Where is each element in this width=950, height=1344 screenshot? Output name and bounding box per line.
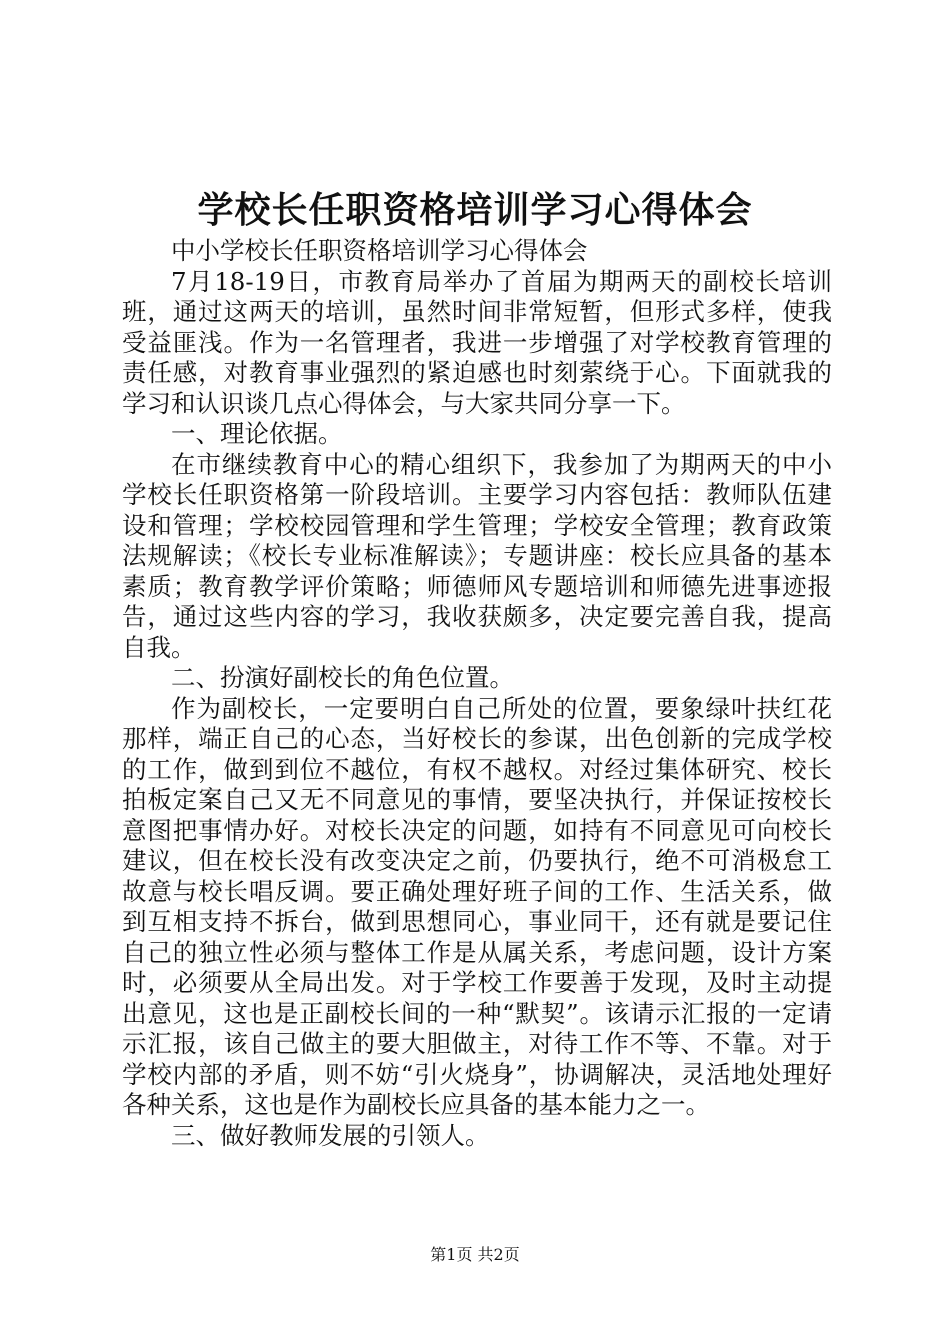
section-heading-3: 三、做好教师发展的引领人。 xyxy=(171,1120,490,1150)
document-title: 学校长任职资格培训学习心得体会 xyxy=(197,189,753,231)
page-number-footer: 第1页 共2页 xyxy=(430,1245,520,1264)
section-1-paragraph: 在市继续教育中心的精心组织下，我参加了为期两天的中小学校长任职资格第一阶段培训。主要学习内容包括：教师队伍建设和管理；学校校园管理和学生管理；学校安全管理；教育政策法规解读；《校长专业标准解读》；专题讲座：校长应具备的基本素质；教育教学评价策略；师德师风专题培训和师德先进事迹报告，通过这些内容的学习，我收获颇多，决定要完善自我，提高自我。 xyxy=(122,449,832,662)
subtitle-paragraph: 中小学校长任职资格培训学习心得体会 xyxy=(171,236,588,265)
intro-paragraph: 7月18-19日，市教育局举办了首届为期两天的副校长培训班，通过这两天的培训，虽然时间非常短暂，但形式多样，使我受益匪浅。作为一名管理者，我进一步增强了对学校教育管理的责任感，对教育事业强烈的紧迫感也时刻萦绕于心。下面就我的学习和认识谈几点心得体会，与大家共同分享一下。 xyxy=(122,266,832,418)
section-heading-1: 一、理论依据。 xyxy=(171,419,343,448)
document-body xyxy=(122,236,832,1151)
section-2-paragraph: 作为副校长，一定要明白自己所处的位置，要象绿叶扶红花那样，端正自己的心态，当好校长的参谋，出色创新的完成学校的工作，做到到位不越位，有权不越权。对经过集体研究、校长拍板定案自己又无不同意见的事情，要坚决执行，并保证按校长意图把事情办好。对校长决定的问题，如持有不同意见可向校长建议，但在校长没有改变决定之前，仍要执行，绝不可消极怠工故意与校长唱反调。要正确处理好班子间的工作、生活关系，做到互相支持不拆台，做到思想同心，事业同干，还有就是要记住自己的独立性必须与整体工作是从属关系，考虑问题，设计方案时，必须要从全局出发。对于学校工作要善于发现，及时主动提出意见，这也是正副校长间的一种“默契”。该请示汇报的一定请示汇报，该自己做主的要大胆做主，对待工作不等、不靠。对于学校内部的矛盾，则不妨“引火烧身”，协调解决，灵活地处理好各种关系，这也是作为副校长应具备的基本能力之一。 xyxy=(122,693,832,1119)
section-heading-2: 二、扮演好副校长的角色位置。 xyxy=(171,663,514,692)
